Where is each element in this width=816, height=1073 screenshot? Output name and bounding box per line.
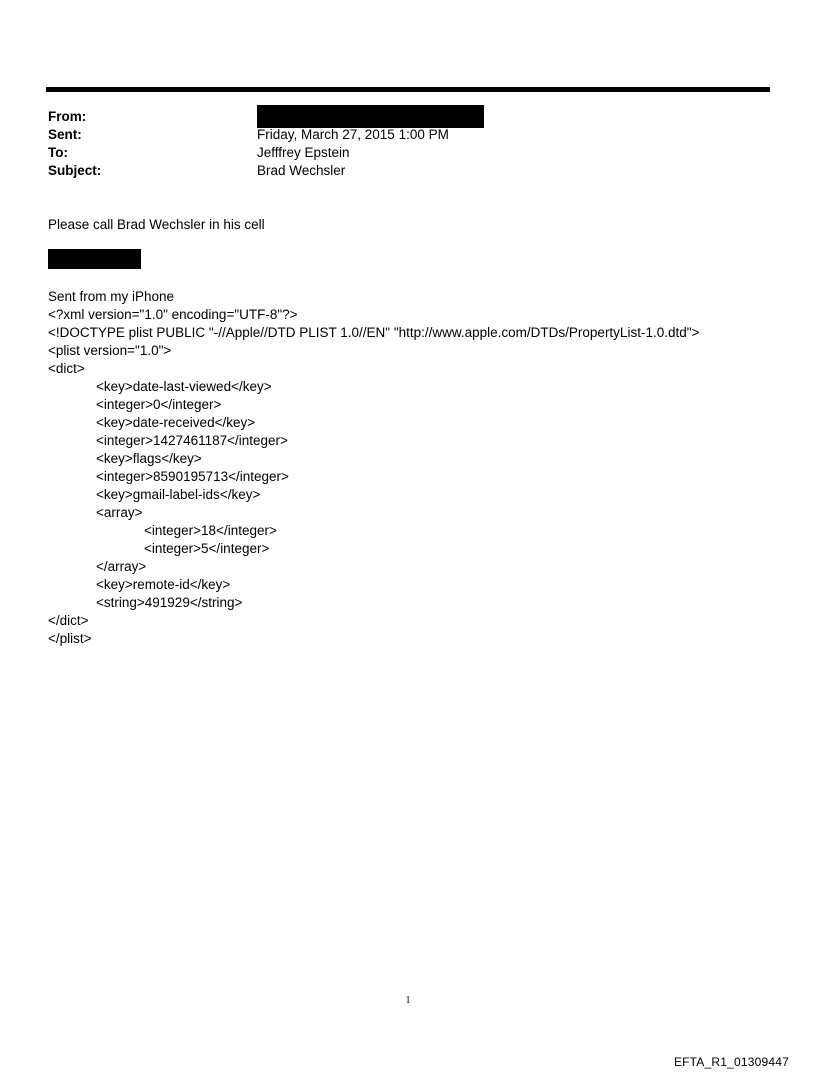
plist-line: <key>date-received</key>	[96, 415, 256, 430]
sent-value: Friday, March 27, 2015 1:00 PM	[257, 127, 449, 142]
plist-line: </array>	[96, 559, 147, 574]
plist-line: <integer>0</integer>	[96, 397, 222, 412]
plist-line: <key>flags</key>	[96, 451, 202, 466]
plist-line: <!DOCTYPE plist PUBLIC "-//Apple//DTD PLIST 1.0//EN" "http://www.apple.com/DTDs/PropertyList-1.0.dtd">	[48, 325, 700, 340]
plist-line: <dict>	[48, 361, 85, 376]
redaction-block-sender	[257, 105, 484, 128]
plist-line: <integer>8590195713</integer>	[96, 469, 289, 484]
sent-label: Sent:	[48, 127, 82, 142]
to-value: Jefffrey Epstein	[257, 145, 350, 160]
signature-text: Sent from my iPhone	[48, 289, 175, 304]
plist-line: <string>491929</string>	[96, 595, 243, 610]
message-text: Please call Brad Wechsler in his cell	[48, 217, 265, 232]
plist-line: <integer>18</integer>	[144, 523, 277, 538]
plist-line: <integer>1427461187</integer>	[96, 433, 288, 448]
to-label: To:	[48, 145, 68, 160]
plist-line: <array>	[96, 505, 143, 520]
plist-line: <key>remote-id</key>	[96, 577, 231, 592]
plist-line: </dict>	[48, 613, 89, 628]
from-label: From:	[48, 109, 87, 124]
header-divider	[46, 87, 770, 92]
plist-line: <key>gmail-label-ids</key>	[96, 487, 261, 502]
document-id: EFTA_R1_01309447	[673, 1055, 789, 1069]
redaction-block-phone	[48, 249, 141, 269]
plist-line: <key>date-last-viewed</key>	[96, 379, 272, 394]
subject-value: Brad Wechsler	[257, 163, 346, 178]
subject-label: Subject:	[48, 163, 102, 178]
plist-line: <?xml version="1.0" encoding="UTF-8"?>	[48, 307, 298, 322]
page-number: 1	[405, 995, 411, 1006]
plist-line: <integer>5</integer>	[144, 541, 270, 556]
plist-line: <plist version="1.0">	[48, 343, 172, 358]
plist-line: </plist>	[48, 631, 92, 646]
